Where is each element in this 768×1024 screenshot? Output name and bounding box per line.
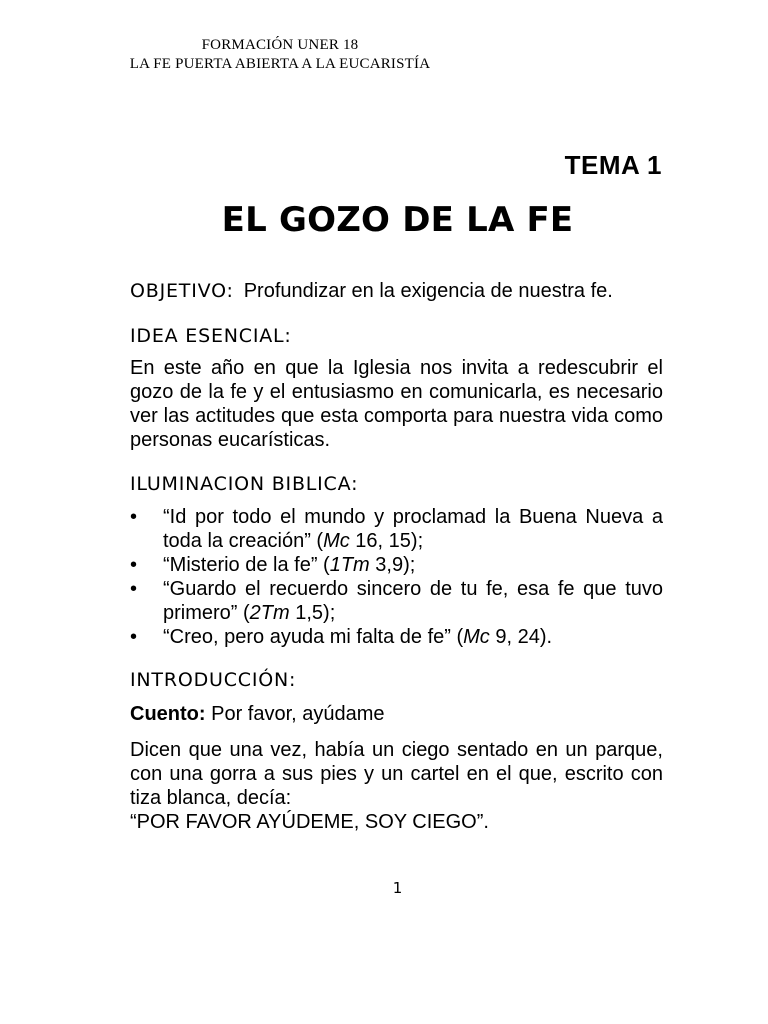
objetivo-line	[130, 279, 663, 303]
document-title: EL GOZO DE LA FE	[221, 200, 574, 240]
bullet-icon: •	[130, 554, 138, 576]
iluminacion-biblica-heading: ILUMINACION BIBLICA:	[130, 473, 359, 495]
header-line-2: LA FE PUERTA ABIERTA A LA EUCARISTÍA	[129, 56, 431, 72]
idea-esencial-text: En este año en que la Iglesia nos invita a redescubrir el gozo de la fe y el entusiasmo en comunicarla, es necesario ver las actitudes que esta comporta para nuestra vida como personas eucarísticas.	[130, 357, 663, 451]
bible-book-ref: 2Tm	[249, 602, 290, 624]
list-item: • “Guardo el recuerdo sincero de tu fe, esa fe que tuvo primero” (2Tm 1,5);	[130, 578, 663, 624]
list-item: • “Creo, pero ayuda mi falta de fe” (Mc 9, 24).	[130, 626, 553, 648]
list-item: • “Id por todo el mundo y proclamad la Buena Nueva a toda la creación” (Mc 16, 15);	[130, 506, 663, 552]
header-line-1: FORMACIÓN UNER 18	[201, 37, 359, 53]
bible-book-ref: Mc	[323, 530, 350, 552]
bullet-icon: •	[130, 626, 138, 648]
cuento-label: Cuento:	[130, 703, 206, 725]
bullet-icon: •	[130, 578, 138, 600]
story-text: Dicen que una vez, había un ciego sentado en un parque, con una gorra a sus pies y un cartel en el que, escrito con tiza blanca, decía:	[130, 739, 663, 809]
objetivo-label: OBJETIVO:	[130, 280, 234, 302]
cuento-line	[130, 702, 663, 726]
list-item: • “Misterio de la fe” (1Tm 3,9);	[130, 554, 416, 576]
document-header	[80, 36, 480, 74]
objetivo-text: Profundizar en la exigencia de nuestra fe.	[243, 280, 613, 302]
bible-book-ref: 1Tm	[329, 554, 370, 576]
cuento-title: Por favor, ayúdame	[211, 703, 385, 725]
bible-book-ref: Mc	[463, 626, 490, 648]
story-quote: “POR FAVOR AYÚDEME, SOY CIEGO”.	[130, 811, 489, 833]
page-number: 1	[392, 879, 403, 897]
biblical-references-list	[130, 505, 663, 649]
introduccion-heading: INTRODUCCIÓN:	[130, 669, 297, 691]
idea-esencial-heading: IDEA ESENCIAL:	[130, 325, 292, 347]
bullet-icon: •	[130, 506, 138, 528]
document-body	[130, 279, 663, 834]
tema-label: TEMA 1	[564, 150, 662, 180]
